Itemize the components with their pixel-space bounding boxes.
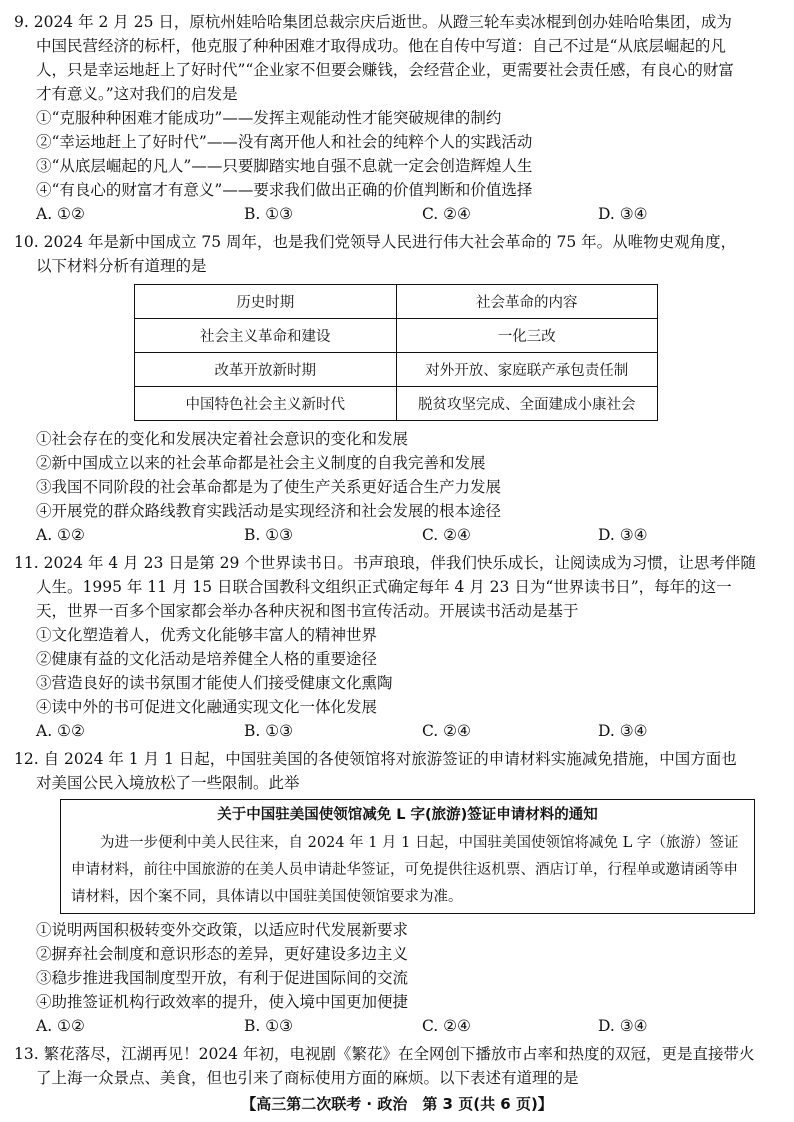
question-11 <box>14 551 782 743</box>
question-stem-line: 天，世界一百多个国家都会举办各种庆祝和图书宣传活动。开展读书活动是基于 <box>36 602 579 620</box>
notice-title: 关于中国驻美国使领馆减免 L 字(旅游)签证申请材料的通知 <box>217 807 598 823</box>
option-b[interactable]: B. ①③ <box>244 722 294 740</box>
option-c[interactable]: C. ②④ <box>422 205 471 223</box>
statement-item: ①社会存在的变化和发展决定着社会意识的变化和发展 <box>36 430 409 448</box>
statement-item: ②新中国成立以来的社会革命都是社会主义制度的自我完善和发展 <box>36 454 486 472</box>
answer-options <box>14 202 782 226</box>
question-stem-line: 才有意义。”这对我们的启发是 <box>36 85 238 103</box>
table-cell: 一化三改 <box>396 319 658 353</box>
statement-item: ①“克服种种困难才能成功”——发挥主观能动性才能突破规律的制约 <box>36 109 502 127</box>
statement-item: ④开展党的群众路线教育实践活动是实现经济和社会发展的根本途径 <box>36 502 502 520</box>
question-9 <box>14 10 782 226</box>
answer-options <box>14 719 782 743</box>
question-stem-line: 11. 2024 年 4 月 23 日是第 29 个世界读书日。书声琅琅，伴我们快乐成长，让阅读成为习惯，让思考伴随 <box>14 554 756 572</box>
statement-item: ③营造良好的读书氛围才能使人们接受健康文化熏陶 <box>36 674 393 692</box>
question-stem-line: 人，只是幸运地赶上了好时代”“企业家不但要会赚钱，会经营企业，更需要社会责任感，有良心的财富 <box>36 61 734 79</box>
option-d[interactable]: D. ③④ <box>598 526 648 544</box>
statement-item: ②摒弃社会制度和意识形态的差异，更好建设多边主义 <box>36 945 409 963</box>
table-header: 社会革命的内容 <box>396 285 658 319</box>
page-footer: 【高三第二次联考 · 政治 第 3 页(共 6 页)】 <box>241 1095 553 1113</box>
question-stem-line: 中国民营经济的标杆，他克服了种种困难才取得成功。他在自传中写道：自己不过是“从底层崛起的凡 <box>36 37 726 55</box>
table-cell: 社会主义革命和建设 <box>135 319 397 353</box>
table-cell: 脱贫攻坚完成、全面建成小康社会 <box>396 387 658 421</box>
statement-item: ④助推签证机构行政效率的提升，使入境中国更加便捷 <box>36 993 409 1011</box>
statement-item: ②“幸运地赶上了好时代”——没有离开他人和社会的纯粹个人的实践活动 <box>36 133 533 151</box>
question-stem-line: 10. 2024 年是新中国成立 75 周年，也是我们党领导人民进行伟大社会革命的 75 年。从唯物史观角度， <box>14 233 737 251</box>
table-cell: 中国特色社会主义新时代 <box>135 387 397 421</box>
answer-options <box>14 1014 782 1038</box>
answer-options <box>14 523 782 547</box>
notice-body: 为进一步便利中美人民往来，自 2024 年 1 月 1 日起，中国驻美国使领馆将减免 L 字（旅游）签证申请材料，前往中国旅游的在美人员申请赴华签证，可免提供往返机票、酒店订单，行程单或邀请函等申请材料，因个案不同，具体请以中国驻美国使领馆要求为准。 <box>71 835 739 905</box>
statement-item: ③我国不同阶段的社会革命都是为了使生产关系更好适合生产力发展 <box>36 478 502 496</box>
option-a[interactable]: A. ①② <box>36 205 85 223</box>
visa-notice-box <box>60 799 755 914</box>
option-a[interactable]: A. ①② <box>36 526 85 544</box>
table-header: 历史时期 <box>135 285 397 319</box>
question-10 <box>14 230 782 547</box>
question-stem-line: 13. 繁花落尽，江湖再见！2024 年初，电视剧《繁花》在全网创下播放市占率和热度的双冠，更是直接带火 <box>14 1045 755 1063</box>
statement-item: ①文化塑造着人，优秀文化能够丰富人的精神世界 <box>36 626 378 644</box>
statement-item: ③稳步推进我国制度型开放，有利于促进国际间的交流 <box>36 969 409 987</box>
table-row <box>135 387 658 421</box>
question-stem-line: 以下材料分析有道理的是 <box>36 257 207 275</box>
question-stem-line: 对美国公民入境放松了一些限制。此举 <box>36 774 300 792</box>
history-table <box>134 284 658 421</box>
statement-item: ②健康有益的文化活动是培养健全人格的重要途径 <box>36 650 378 668</box>
statement-item: ①说明两国积极转变外交政策，以适应时代发展新要求 <box>36 921 409 939</box>
option-d[interactable]: D. ③④ <box>598 205 648 223</box>
table-row <box>135 353 658 387</box>
question-stem-line: 了上海一众景点、美食，但也引来了商标使用方面的麻烦。以下表述有道理的是 <box>36 1069 579 1087</box>
option-a[interactable]: A. ①② <box>36 722 85 740</box>
option-d[interactable]: D. ③④ <box>598 722 648 740</box>
question-stem-line: 9. 2024 年 2 月 25 日，原杭州娃哈哈集团总裁宗庆后逝世。从蹬三轮车卖冰棍到创办娃哈哈集团，成为 <box>14 13 732 31</box>
question-12 <box>14 747 782 1038</box>
statement-item: ④读中外的书可促进文化融通实现文化一体化发展 <box>36 698 378 716</box>
statement-item: ④“有良心的财富才有意义”——要求我们做出正确的价值判断和价值选择 <box>36 181 533 199</box>
option-c[interactable]: C. ②④ <box>422 526 471 544</box>
option-b[interactable]: B. ①③ <box>244 1017 294 1035</box>
question-13 <box>14 1042 782 1090</box>
exam-page <box>14 10 782 1090</box>
option-c[interactable]: C. ②④ <box>422 722 471 740</box>
table-row <box>135 319 658 353</box>
table-cell: 对外开放、家庭联产承包责任制 <box>396 353 658 387</box>
option-b[interactable]: B. ①③ <box>244 205 294 223</box>
option-b[interactable]: B. ①③ <box>244 526 294 544</box>
option-d[interactable]: D. ③④ <box>598 1017 648 1035</box>
question-stem-line: 12. 自 2024 年 1 月 1 日起，中国驻美国的各使领馆将对旅游签证的申请材料实施减免措施，中国方面也 <box>14 750 737 768</box>
option-c[interactable]: C. ②④ <box>422 1017 471 1035</box>
option-a[interactable]: A. ①② <box>36 1017 85 1035</box>
statement-item: ③“从底层崛起的凡人”——只要脚踏实地自强不息就一定会创造辉煌人生 <box>36 157 533 175</box>
table-header-row <box>135 285 658 319</box>
table-cell: 改革开放新时期 <box>135 353 397 387</box>
question-stem-line: 人生。1995 年 11 月 15 日联合国教科文组织正式确定每年 4 月 23 日为“世界读书日”，每年的这一 <box>36 578 732 596</box>
